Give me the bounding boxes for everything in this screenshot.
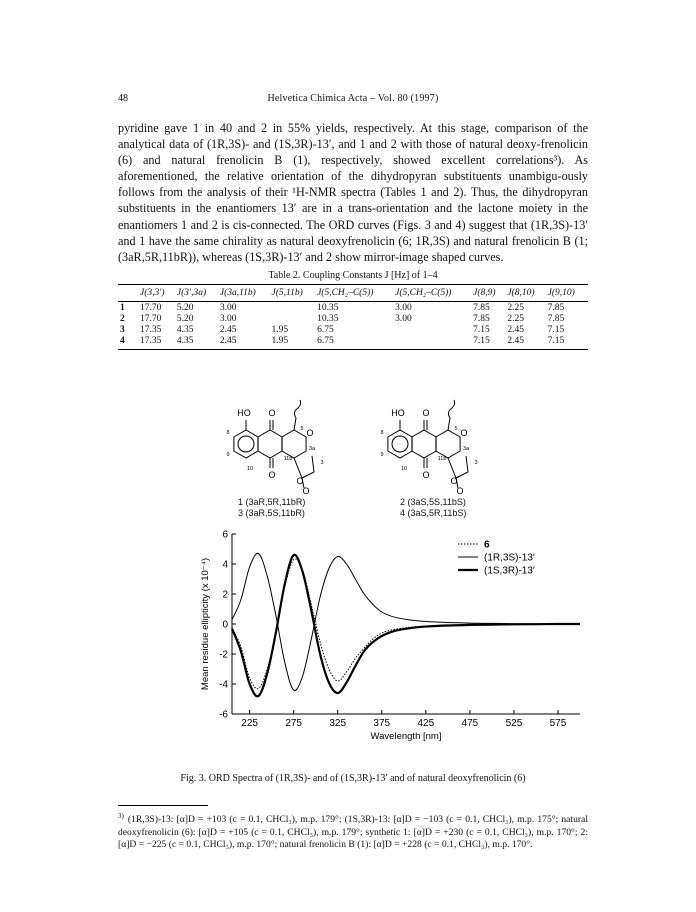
atom-number: 5 — [300, 426, 304, 432]
legend-label: 6 — [484, 539, 490, 551]
footnote-marker: 3) — [118, 812, 124, 820]
table-cell: 17.35 — [140, 336, 162, 346]
structure-label: 2 (3aS,5S,11bS) — [400, 497, 466, 507]
footnote-rule — [118, 805, 208, 806]
aromatic-circle — [238, 436, 254, 452]
paragraph-text: pyridine gave 1 in 40 and 2 in 55% yields, respectively. At this stage, comparison of the analytical data of (1R,3S)- and (1S,3R)-13′, and 1 and 2 with those of natural deoxy-frenolicin (6) and natural frenolicin B (1), respectively, showed excellent correlations³). As aforementioned, the relative orientation of the dihydropyran substituents unambigu-ously follows from the analysis of their ¹H-NMR spectra (Tables 1 and 2). Thus, the dihydropyran substituents in the enantiomers 13′ are in a trans-orientation and the lactone moiety in the enantiomers 1 and 2 is cis-connected. The ORD curves (Figs. 3 and 4) suggest that (1R,3S)-13′ and 1 have the same chirality as natural deoxyfrenolicin (6; 1R,3S) and natural frenolicin B (1; (3aR,5R,11bR)), whereas (1S,3R)-13′ and 2 show mirror-image shaped curves. — [118, 121, 588, 264]
carbonyl-oxygen-label: O — [456, 486, 464, 494]
atom-number: 9 — [226, 452, 230, 458]
quinone-ring — [412, 430, 436, 458]
atom-number: 10 — [246, 466, 254, 472]
y-tick-label: -4 — [219, 679, 228, 691]
lactone-ring — [294, 456, 314, 478]
table-header-row — [118, 285, 588, 302]
x-tick-label: 275 — [285, 718, 303, 729]
structure-1-3-labels — [238, 497, 305, 519]
table-cell: 1.95 — [271, 325, 289, 335]
legend-label: (1R,3S)-13′ — [484, 552, 535, 564]
ring-oxygen-label: O — [460, 428, 468, 438]
atom-number: 11b — [437, 456, 447, 462]
compound-number: 4 — [120, 336, 125, 346]
structure-2-4 — [376, 398, 506, 494]
pyran-ring — [282, 430, 306, 458]
y-tick-label: 2 — [222, 589, 228, 601]
running-header — [118, 93, 588, 107]
y-axis-label: Mean residue ellipticity (x 10⁻⁴) — [200, 557, 211, 691]
table-cell: 6.75 — [317, 325, 334, 335]
table-cell: 4.35 — [176, 336, 194, 346]
table-row — [118, 324, 588, 335]
structure-label: 1 (3aR,5R,11bR) — [238, 497, 306, 507]
table-cell: 7.85 — [547, 303, 565, 313]
column-header: J(8,10) — [507, 288, 535, 298]
table-cell: 7.85 — [547, 314, 565, 324]
footnote-text: (1R,3S)-13: [α]D = +103 (c = 0.1, CHCl₃), m.p. 179°; (1S,3R)-13: [α]D = −103 (c = 0.1, CHCl₃), m.p. 175°; natural deoxyfrenolicin (6): [α]D = +105 (c = 0.1, CHCl₃), m.p. 179°; synthetic 1: [α]D = +230 (c = 0.1, CHCl₃), m.p. 170°; 2: [α]D = −225 (c = 0.1, CHCl₃), m.p. 170°; natural frenolicin B (1): [α]D = +228 (c = 0.1, CHCl₃), m.p. 170°. — [118, 814, 588, 851]
compound-number: 3 — [120, 325, 125, 335]
compound-number: 2 — [120, 314, 125, 324]
aromatic-circle — [392, 436, 408, 452]
atom-number: 8 — [226, 430, 230, 436]
column-header: J(5,11b) — [271, 288, 303, 298]
table-cell: 17.35 — [140, 325, 162, 335]
table-cell — [395, 324, 473, 335]
table-cell: 10.35 — [317, 314, 339, 324]
atom-number: 5 — [454, 426, 458, 432]
x-tick-label: 225 — [241, 718, 258, 729]
ring-oxygen-label: O — [306, 428, 314, 438]
structure-label: 3 (3aR,5S,11bR) — [238, 508, 305, 518]
table-cell: 7.85 — [473, 303, 490, 313]
table-row — [118, 335, 588, 350]
x-tick-label: 575 — [549, 718, 567, 729]
atom-number: 11b — [283, 456, 293, 462]
table-cell: 2.25 — [507, 303, 524, 313]
pyran-ring — [436, 430, 460, 458]
atom-number: 3 — [474, 460, 478, 466]
figure-caption: Fig. 3. ORD Spectra of (1R,3S)- and of (1S,3R)-13′ and of natural deoxyfrenolicin (6) — [180, 773, 526, 784]
column-header: J(5,CH₂–C(5)) — [317, 288, 374, 298]
y-tick-label: 4 — [222, 559, 228, 571]
column-header: J(9,10) — [547, 288, 575, 298]
table-cell: 7.15 — [547, 325, 565, 335]
column-header: J(8,9) — [473, 288, 496, 298]
x-tick-label: 525 — [505, 718, 523, 729]
table-cell: 3.00 — [219, 314, 237, 324]
lactone-oxygen-label: O — [450, 476, 458, 486]
hydroxyl-label: HO — [391, 408, 405, 418]
table-cell: 6.75 — [317, 336, 334, 346]
atom-number: 3a — [308, 446, 316, 452]
atom-number: 3 — [320, 460, 324, 466]
lactone-oxygen-label: O — [296, 476, 304, 486]
running-title: Helvetica Chimica Acta – Vol. 80 (1997) — [267, 93, 439, 104]
table-cell: 7.15 — [473, 325, 490, 335]
table-caption: Table 2. Coupling Constants J [Hz] of 1–4 — [268, 270, 438, 281]
y-tick-label: 0 — [222, 619, 228, 631]
structure-1-3 — [222, 398, 352, 494]
table-row — [118, 302, 588, 314]
table-cell — [395, 335, 473, 350]
table-cell: 7.85 — [473, 314, 490, 324]
lactone-ring — [448, 456, 468, 478]
carbonyl-oxygen-label: O — [268, 470, 276, 480]
table-cell: 3.00 — [219, 303, 237, 313]
table-cell: 2.45 — [219, 336, 237, 346]
x-axis-label: Wavelength [nm] — [370, 731, 442, 742]
column-header: J(3′,3a) — [176, 288, 207, 298]
table-cell: 1.95 — [271, 336, 289, 346]
quinone-ring — [258, 430, 282, 458]
column-header: J(5,CH₂–C(5)) — [395, 288, 452, 298]
x-tick-label: 325 — [329, 718, 347, 729]
column-header: J(3a,11b) — [219, 288, 256, 298]
column-header: J(3,3′) — [140, 288, 165, 298]
hydroxyl-label: HO — [237, 408, 251, 418]
table-cell: 2.45 — [219, 325, 237, 335]
page-number: 48 — [118, 93, 128, 104]
carbonyl-oxygen-label: O — [302, 486, 310, 494]
table-cell — [272, 302, 318, 314]
ord-chart — [196, 528, 596, 770]
table-cell: 3.00 — [395, 314, 412, 324]
table-cell: 17.70 — [140, 314, 162, 324]
coupling-constants-table — [118, 284, 588, 350]
carbonyl-oxygen-label: O — [422, 470, 430, 480]
y-tick-label: -6 — [219, 709, 228, 721]
compound-number: 1 — [120, 303, 125, 313]
atom-number: 10 — [400, 466, 408, 472]
table-cell — [272, 313, 318, 324]
footnote — [118, 810, 588, 852]
atom-number: 8 — [380, 430, 384, 436]
x-tick-label: 475 — [461, 718, 479, 729]
table-cell: 10.35 — [317, 303, 339, 313]
structure-2-4-labels — [400, 497, 466, 519]
structure-label: 4 (3aS,5R,11bS) — [400, 508, 467, 518]
atom-number: 9 — [380, 452, 384, 458]
table-cell: 17.70 — [140, 303, 162, 313]
table-cell: 2.25 — [507, 314, 524, 324]
carbonyl-oxygen-label: O — [422, 408, 430, 418]
column-header — [118, 285, 140, 302]
table-cell: 7.15 — [473, 336, 490, 346]
table-cell: 5.20 — [176, 314, 194, 324]
table-cell: 2.45 — [507, 325, 524, 335]
table-cell: 3.00 — [395, 303, 412, 313]
table-row — [118, 313, 588, 324]
table-cell: 5.20 — [176, 303, 194, 313]
body-paragraph — [118, 120, 588, 265]
table-cell: 4.35 — [176, 325, 194, 335]
legend-label: (1S,3R)-13′ — [484, 565, 535, 577]
y-tick-label: 6 — [222, 529, 228, 541]
y-tick-label: -2 — [219, 649, 228, 661]
atom-number: 3a — [462, 446, 470, 452]
table-cell: 2.45 — [507, 336, 524, 346]
carbonyl-oxygen-label: O — [268, 408, 276, 418]
table-body — [118, 302, 588, 350]
x-tick-label: 425 — [417, 718, 435, 729]
table-cell: 7.15 — [547, 336, 565, 346]
x-tick-label: 375 — [373, 718, 391, 729]
